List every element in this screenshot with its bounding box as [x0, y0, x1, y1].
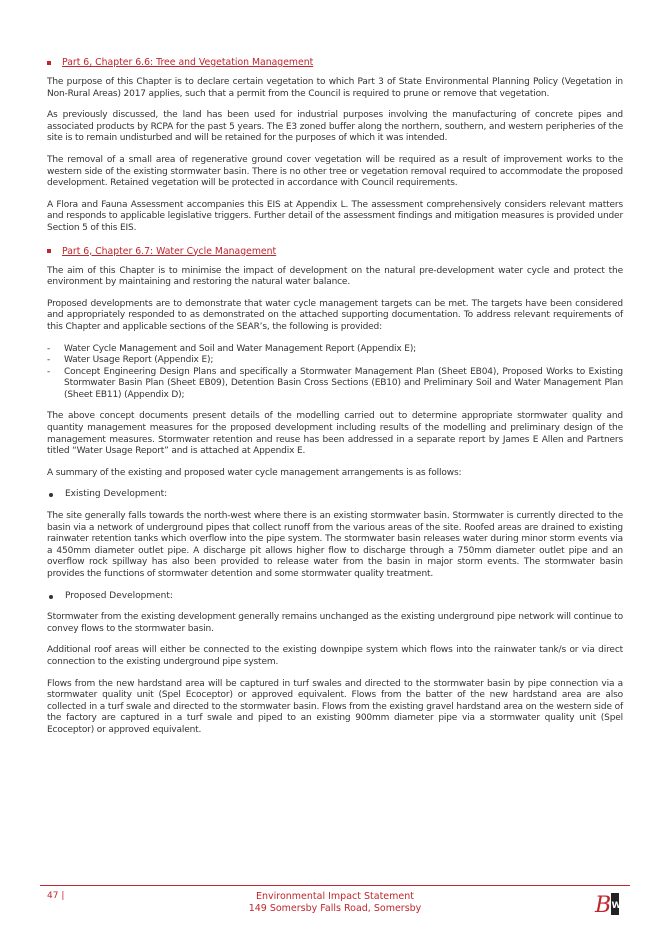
paragraph: The site generally falls towards the north-west where there is an existing stormwater basin. Stormwater is currently directed to the basin via a network of underground pipes that collect runoff from the various areas of the site. Roofed areas are drained to existing rainwater retention tanks which overflow into the pipe system. The stormwater basin releases water during minor storm events via a 450mm diameter outlet pipe. A discharge pit allows higher flow to discharge through a 750mm diameter outlet pipe and an overflow rock spillway has also been provided to release water from the basin in major storm events. The stormwater basin provides the functions of stormwater detention and some stormwater quality treatment.	[47, 511, 623, 579]
proposed-development-label	[47, 591, 623, 603]
bullet-dot-icon	[49, 595, 53, 599]
square-bullet-icon	[47, 249, 51, 253]
label-text: Proposed Development:	[65, 590, 173, 601]
paragraph: The purpose of this Chapter is to declare certain vegetation to which Part 3 of State Environmental Planning Policy (Vegetation in Non-Rural Areas) 2017 applies, such that a permit from the Council is required to prune or remove that vegetation.	[47, 77, 623, 99]
paragraph: As previously discussed, the land has been used for industrial purposes involving the manufacturing of concrete pipes and associated products by RCPA for the past 5 years. The E3 zoned buffer along the northern, southern, and western peripheries of the site is to remain undisturbed and will be retained for the purposes of which it was intended.	[47, 110, 623, 144]
paragraph: Proposed developments are to demonstrate that water cycle management targets can be met. The targets have been considered and appropriately responded to as demonstrated on the attached supporting documentation. To address relevant requirements of this Chapter and applicable sections of the SEAR’s, the following is provided:	[47, 298, 623, 332]
paragraph: The aim of this Chapter is to minimise the impact of development on the natural pre-development water cycle and protect the environment by maintaining and restoring the natural water balance.	[47, 265, 623, 288]
square-bullet-icon	[47, 61, 51, 65]
paragraph: Flows from the new hardstand area will be captured in turf swales and directed to the stormwater basin by pipe connection via a stormwater quality unit (Spel Ecoceptor) or approved equivalent. Flows from the batter of the new hardstand area are also collected in a turf swale and directed to the stormwater basin. Flows from the existing gravel hardstand area on the western side of the factory are captured in a turf swale and piped to an existing 900mm diameter pipe via a stormwater quality unit (Spel Ecoceptor) or approved equivalent.	[47, 678, 623, 735]
footer-title-line1: Environmental Impact Statement	[255, 891, 414, 902]
footer-title	[0, 891, 670, 915]
heading-link-water-cycle[interactable]: Part 6, Chapter 6.7: Water Cycle Management	[62, 245, 277, 257]
paragraph: A summary of the existing and proposed water cycle management arrangements is as follows:	[47, 467, 462, 478]
section-heading-tree-vegetation	[47, 56, 623, 69]
paragraph: The removal of a small area of regenerative ground cover vegetation will be required as a result of improvement works to the western side of the existing stormwater basin. There is no other tree or vegetation removal required to accommodate the proposed development. Retained vegetation will be protected in accordance with Council requirements.	[47, 154, 623, 189]
footer-title-line2: 149 Somersby Falls Road, Somersby	[248, 903, 422, 914]
paragraph: Stormwater from the existing development generally remains unchanged as the existing underground pipe network will continue to convey flows to the stormwater basin.	[47, 612, 623, 634]
paragraph: A Flora and Fauna Assessment accompanies this EIS at Appendix L. The assessment comprehensively considers relevant matters and responds to applicable legislative triggers. Further detail of the assessment findings and mitigation measures is provided under Section 5 of this EIS.	[47, 199, 623, 233]
existing-development-label	[47, 489, 623, 501]
label-text: Existing Development:	[65, 489, 168, 500]
heading-link-tree-vegetation[interactable]: Part 6, Chapter 6.6: Tree and Vegetation Management	[62, 57, 314, 68]
page-number: 47 |	[47, 891, 65, 901]
svg-text:W: W	[611, 901, 622, 911]
bullet-dot-icon	[49, 493, 53, 497]
document-list	[47, 344, 623, 402]
list-item: - Water Cycle Management and Soil and Water Management Report (Appendix E);	[47, 344, 623, 356]
footer-divider	[40, 885, 630, 886]
company-logo-icon	[594, 889, 626, 919]
paragraph: Additional roof areas will either be connected to the existing downpipe system which flows into the rainwater tank/s or via direct connection to the existing underground pipe system.	[47, 645, 623, 667]
document-body	[47, 56, 623, 747]
svg-text:B: B	[595, 893, 612, 918]
list-item: - Concept Engineering Design Plans and specifically a Stormwater Management Plan (Sheet EB04), Proposed Works to Existing Stormwater Basin Plan (Sheet EB09), Detention Basin Cross Sections (EB10) and Preliminary Soil and Water Management Plan (Sheet EB11) (Appendix D);	[47, 367, 623, 402]
page-footer	[0, 889, 670, 929]
paragraph: The above concept documents present details of the modelling carried out to determine appropriate stormwater quality and quantity management measures for the proposed development including results of the modelling and preliminary design of the management measures. Stormwater retention and reuse has been addressed in a separate report by James E Allen and Partners titled “Water Usage Report” and is attached at Appendix E.	[47, 411, 623, 457]
section-heading-water-cycle	[47, 245, 623, 258]
list-item: - Water Usage Report (Appendix E);	[47, 355, 623, 367]
